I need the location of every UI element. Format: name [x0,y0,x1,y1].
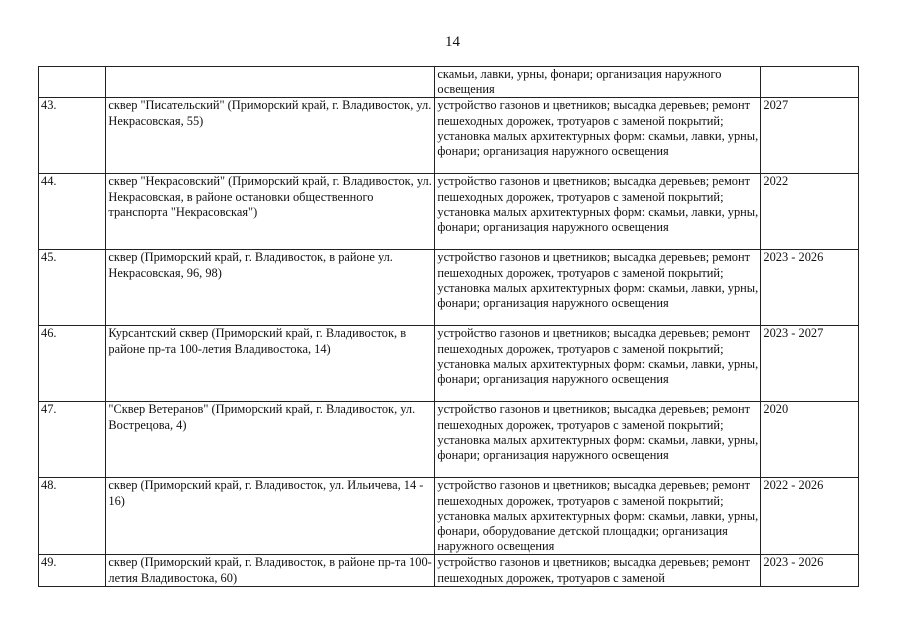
row-number-cell: 48. [39,478,106,555]
works-cell: устройство газонов и цветников; высадка деревьев; ремонт пешеходных дорожек, тротуаров с заменой [435,555,761,586]
year-cell: 2027 [761,98,859,174]
object-name-cell: Курсантский сквер (Приморский край, г. Владивосток, в районе пр-та 100-летия Владивостока, 14) [106,326,435,402]
object-name-cell: сквер (Приморский край, г. Владивосток, в районе пр-та 100-летия Владивостока, 60) [106,555,435,586]
works-cell: устройство газонов и цветников; высадка деревьев; ремонт пешеходных дорожек, тротуаров с заменой покрытий; установка малых архитектурных форм: скамьи, лавки, урны, фонари, оборудование детской площадки; организация наружного освещения [435,478,761,555]
works-cell: устройство газонов и цветников; высадка деревьев; ремонт пешеходных дорожек, тротуаров с заменой покрытий; установка малых архитектурных форм: скамьи, лавки, урны, фонари; организация наружного освещения [435,402,761,478]
table-row [39,98,859,174]
row-number-cell [39,67,106,98]
works-cell: скамьи, лавки, урны, фонари; организация наружного освещения [435,67,761,98]
works-cell: устройство газонов и цветников; высадка деревьев; ремонт пешеходных дорожек, тротуаров с заменой покрытий; установка малых архитектурных форм: скамьи, лавки, урны, фонари; организация наружного освещения [435,250,761,326]
page-number: 14 [445,34,460,50]
year-cell: 2022 - 2026 [761,478,859,555]
table-row [39,174,859,250]
year-cell: 2020 [761,402,859,478]
row-number-cell: 45. [39,250,106,326]
row-number-cell: 46. [39,326,106,402]
year-cell: 2023 - 2027 [761,326,859,402]
works-cell: устройство газонов и цветников; высадка деревьев; ремонт пешеходных дорожек, тротуаров с заменой покрытий; установка малых архитектурных форм: скамьи, лавки, урны, фонари; организация наружного освещения [435,174,761,250]
object-name-cell: сквер "Писательский" (Приморский край, г. Владивосток, ул. Некрасовская, 55) [106,98,435,174]
row-number-cell: 43. [39,98,106,174]
table-row [39,326,859,402]
object-name-cell: сквер (Приморский край, г. Владивосток, в районе ул. Некрасовская, 96, 98) [106,250,435,326]
object-name-cell: "Сквер Ветеранов" (Приморский край, г. Владивосток, ул. Вострецова, 4) [106,402,435,478]
object-name-cell [106,67,435,98]
row-number-cell: 44. [39,174,106,250]
row-number-cell: 49. [39,555,106,586]
table-row [39,250,859,326]
table-row [39,67,859,98]
works-cell: устройство газонов и цветников; высадка деревьев; ремонт пешеходных дорожек, тротуаров с заменой покрытий; установка малых архитектурных форм: скамьи, лавки, урны, фонари; организация наружного освещения [435,98,761,174]
year-cell: 2022 [761,174,859,250]
year-cell: 2023 - 2026 [761,555,859,586]
table-row [39,402,859,478]
works-cell: устройство газонов и цветников; высадка деревьев; ремонт пешеходных дорожек, тротуаров с заменой покрытий; установка малых архитектурных форм: скамьи, лавки, урны, фонари; организация наружного освещения [435,326,761,402]
object-name-cell: сквер (Приморский край, г. Владивосток, ул. Ильичева, 14 - 16) [106,478,435,555]
object-name-cell: сквер "Некрасовский" (Приморский край, г. Владивосток, ул. Некрасовская, в районе остановки общественного транспорта "Некрасовская") [106,174,435,250]
year-cell: 2023 - 2026 [761,250,859,326]
objects-table [38,66,859,587]
row-number-cell: 47. [39,402,106,478]
year-cell [761,67,859,98]
table-row [39,478,859,555]
table-row [39,555,859,586]
